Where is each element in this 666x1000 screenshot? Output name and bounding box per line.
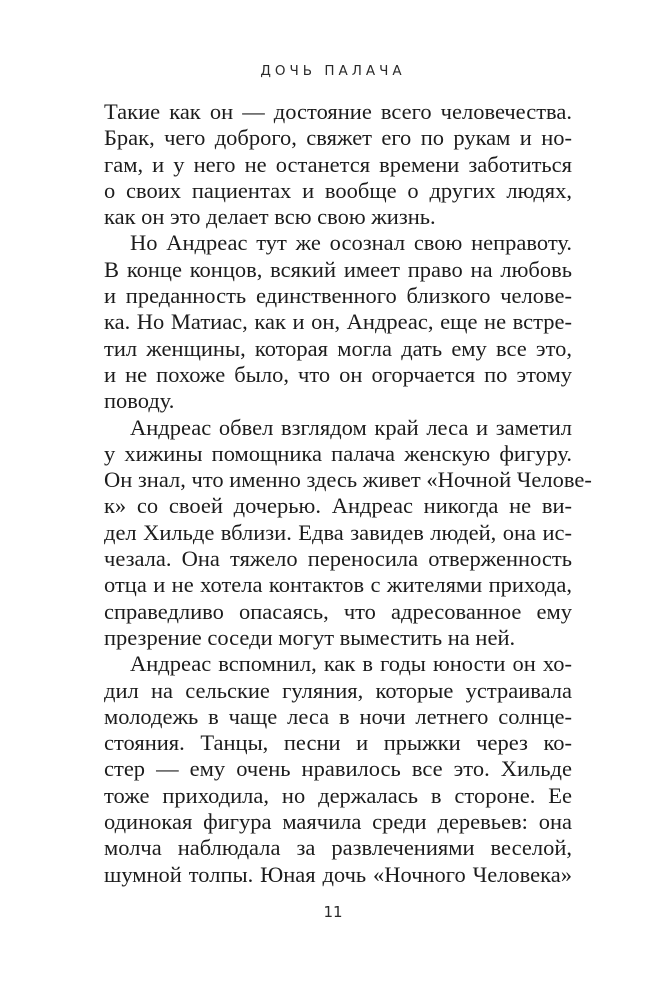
text-line: шумной толпы. Юная дочь «Ночного Человека» [104, 861, 572, 887]
text-line: как он это делает всю свою жизнь. [104, 204, 436, 230]
text-line: Но Андреас тут же осознал свою неправоту. [130, 230, 572, 256]
text-line: стояния. Танцы, песни и прыжки через ко- [104, 730, 572, 756]
text-line: гам, и у него не останется времени заботиться [104, 151, 572, 177]
paragraph [104, 99, 572, 230]
text-line: дил на сельские гуляния, которые устраивала [104, 677, 572, 703]
paragraph [104, 651, 572, 888]
text-line: Андреас вспомнил, как в годы юности он хо- [130, 651, 572, 677]
paragraph [104, 414, 592, 652]
text-line: и не похоже было, что он огорчается по этому [104, 361, 572, 387]
text-line: В конце концов, всякий имеет право на любовь [104, 256, 572, 282]
page-number: 11 [323, 903, 343, 921]
text-line: справедливо опасаясь, что адресованное ему [104, 598, 572, 624]
text-line: поводу. [104, 388, 175, 414]
text-line: чезала. Она тяжело переносила отверженность [104, 546, 572, 572]
text-line: молча наблюдала за развлечениями веселой, [104, 835, 572, 861]
text-line: к» со своей дочерью. Андреас никогда не ви- [104, 493, 572, 519]
text-line: Брак, чего доброго, свяжет его по рукам и но- [104, 125, 572, 151]
text-line: презрение соседи могут выместить на ней. [104, 624, 516, 650]
text-line: одинокая фигура маячила среди деревьев: она [104, 809, 572, 835]
text-line: Такие как он — достояние всего человечества. [104, 99, 572, 124]
text-line: Андреас обвел взглядом край леса и заметил [130, 414, 572, 440]
paragraph [104, 230, 572, 414]
body-text [104, 99, 592, 888]
running-head: ДОЧЬ ПАЛАЧА [260, 63, 406, 79]
text-line: у хижины помощника палача женскую фигуру. [104, 440, 572, 466]
text-line: тоже приходила, но держалась в стороне. Ее [104, 782, 572, 808]
text-line: отца и не хотела контактов с жителями прихода, [104, 572, 572, 598]
text-line: и преданность единственного близкого челове- [104, 283, 572, 309]
text-line: дел Хильде вблизи. Едва завидев людей, она ис- [104, 519, 572, 545]
text-line: Он знал, что именно здесь живет «Ночной Челове- [104, 467, 592, 493]
text-line: тил женщины, которая могла дать ему все это, [104, 335, 572, 361]
text-line: стер — ему очень нравилось все это. Хильде [104, 756, 572, 782]
text-line: молодежь в чаще леса в ночи летнего солнце- [104, 703, 572, 729]
text-line: ка. Но Матиас, как и он, Андреас, еще не встре- [104, 309, 572, 335]
text-line: о своих пациентах и вообще о других людях, [104, 177, 572, 203]
